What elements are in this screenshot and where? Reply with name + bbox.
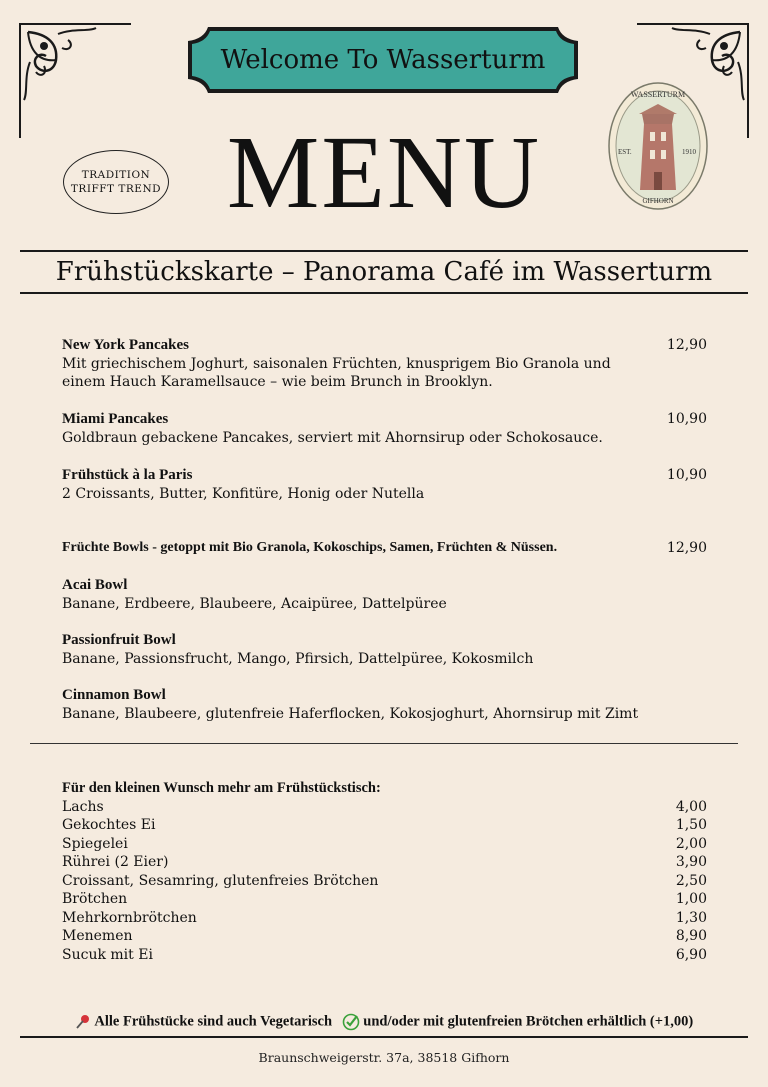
bowls-price: 12,90 — [666, 540, 707, 556]
extra-price: 2,00 — [675, 835, 707, 852]
bowl-item — [62, 576, 707, 613]
item-price: 12,90 — [666, 337, 707, 353]
extras-row — [62, 853, 707, 872]
logo-bottom-text: GIFHORN — [642, 197, 674, 205]
menu-subtitle: Frühstückskarte – Panorama Café im Wasserturm — [55, 257, 713, 287]
extra-price: 1,30 — [675, 909, 707, 926]
extras-row — [62, 946, 707, 965]
item-price: 10,90 — [666, 411, 707, 427]
extras-heading: Für den kleinen Wunsch mehr am Frühstückstisch: — [62, 780, 381, 796]
check-circle-icon — [342, 1013, 360, 1031]
extra-name: Lachs — [62, 798, 104, 815]
logo-est-text: EST. — [618, 148, 632, 156]
welcome-text: Welcome To Wasserturm — [220, 45, 546, 75]
welcome-banner — [186, 25, 580, 95]
extras-row — [62, 798, 707, 817]
item-description: Banane, Blaubeere, glutenfreie Haferflocken, Kokosjoghurt, Ahornsirup mit Zimt — [62, 705, 639, 722]
item-name: Passionfruit Bowl — [62, 632, 176, 648]
menu-item — [62, 410, 707, 447]
badge-line-1: TRADITION — [81, 169, 151, 181]
item-description: Banane, Erdbeere, Blaubeere, Acaipüree, Dattelpüree — [62, 595, 447, 612]
note-part-1: Alle Frühstücke sind auch Vegetarisch — [94, 1013, 333, 1030]
bottom-rule — [20, 292, 748, 294]
item-description: 2 Croissants, Butter, Konfitüre, Honig oder Nutella — [62, 485, 425, 502]
section-divider — [30, 743, 738, 744]
item-name: Acai Bowl — [62, 577, 128, 593]
extra-name: Mehrkornbrötchen — [62, 909, 197, 926]
badge-line-2: TRIFFT TREND — [70, 183, 162, 195]
bowl-item — [62, 686, 707, 723]
bowls-heading: Früchte Bowls - getoppt mit Bio Granola, Kokoschips, Samen, Früchten & Nüssen. — [62, 540, 558, 555]
footer-note — [20, 1013, 748, 1031]
extras-row — [62, 816, 707, 835]
item-description: Banane, Passionsfrucht, Mango, Pfirsich, Dattelpüree, Kokosmilch — [62, 650, 534, 667]
bowls-heading-row — [62, 539, 707, 558]
item-name: Cinnamon Bowl — [62, 687, 166, 703]
extras-section — [62, 779, 707, 964]
extras-row — [62, 927, 707, 946]
corner-ornament-left-icon — [18, 22, 133, 140]
page-title: MENU — [226, 115, 542, 230]
note-part-2: und/oder mit glutenfreien Brötchen erhältlich (+1,00) — [363, 1013, 694, 1030]
item-price: 10,90 — [666, 467, 707, 483]
item-name: New York Pancakes — [62, 337, 189, 353]
pushpin-icon — [75, 1014, 91, 1030]
extra-name: Gekochtes Ei — [62, 817, 156, 833]
extra-name: Rührei (2 Eier) — [62, 854, 169, 870]
top-rule — [20, 250, 748, 252]
wasserturm-logo — [606, 80, 710, 212]
extra-price: 3,90 — [675, 854, 707, 870]
extras-row — [62, 835, 707, 854]
item-name: Miami Pancakes — [62, 411, 169, 427]
extra-name: Sucuk mit Ei — [62, 946, 153, 963]
extra-name: Menemen — [62, 928, 133, 944]
extra-name: Croissant, Sesamring, glutenfreies Brötchen — [62, 872, 379, 889]
footer-rule — [20, 1036, 748, 1038]
item-name: Frühstück à la Paris — [62, 467, 193, 483]
extra-price: 6,90 — [675, 946, 707, 963]
extra-name: Spiegelei — [62, 835, 128, 852]
extra-price: 1,50 — [675, 817, 707, 833]
extra-name: Brötchen — [62, 891, 128, 907]
extra-price: 4,00 — [675, 798, 707, 815]
address: Braunschweigerstr. 37a, 38518 Gifhorn — [258, 1050, 510, 1065]
bowl-item — [62, 631, 707, 668]
extras-row — [62, 890, 707, 909]
extra-price: 1,00 — [675, 891, 707, 907]
logo-top-text: WASSERTURM — [630, 90, 686, 99]
menu-item — [62, 466, 707, 503]
logo-year-text: 1910 — [682, 148, 696, 156]
item-description: Goldbraun gebackene Pancakes, serviert mit Ahornsirup oder Schokosauce. — [62, 429, 603, 446]
item-description: Mit griechischem Joghurt, saisonalen Früchten, knusprigem Bio Granola und einem Hauch Karamellsauce – wie beim Brunch in Brooklyn. — [62, 355, 611, 390]
extras-row — [62, 909, 707, 928]
extra-price: 2,50 — [675, 872, 707, 889]
menu-item — [62, 336, 707, 392]
extras-row — [62, 872, 707, 891]
extra-price: 8,90 — [675, 928, 707, 944]
